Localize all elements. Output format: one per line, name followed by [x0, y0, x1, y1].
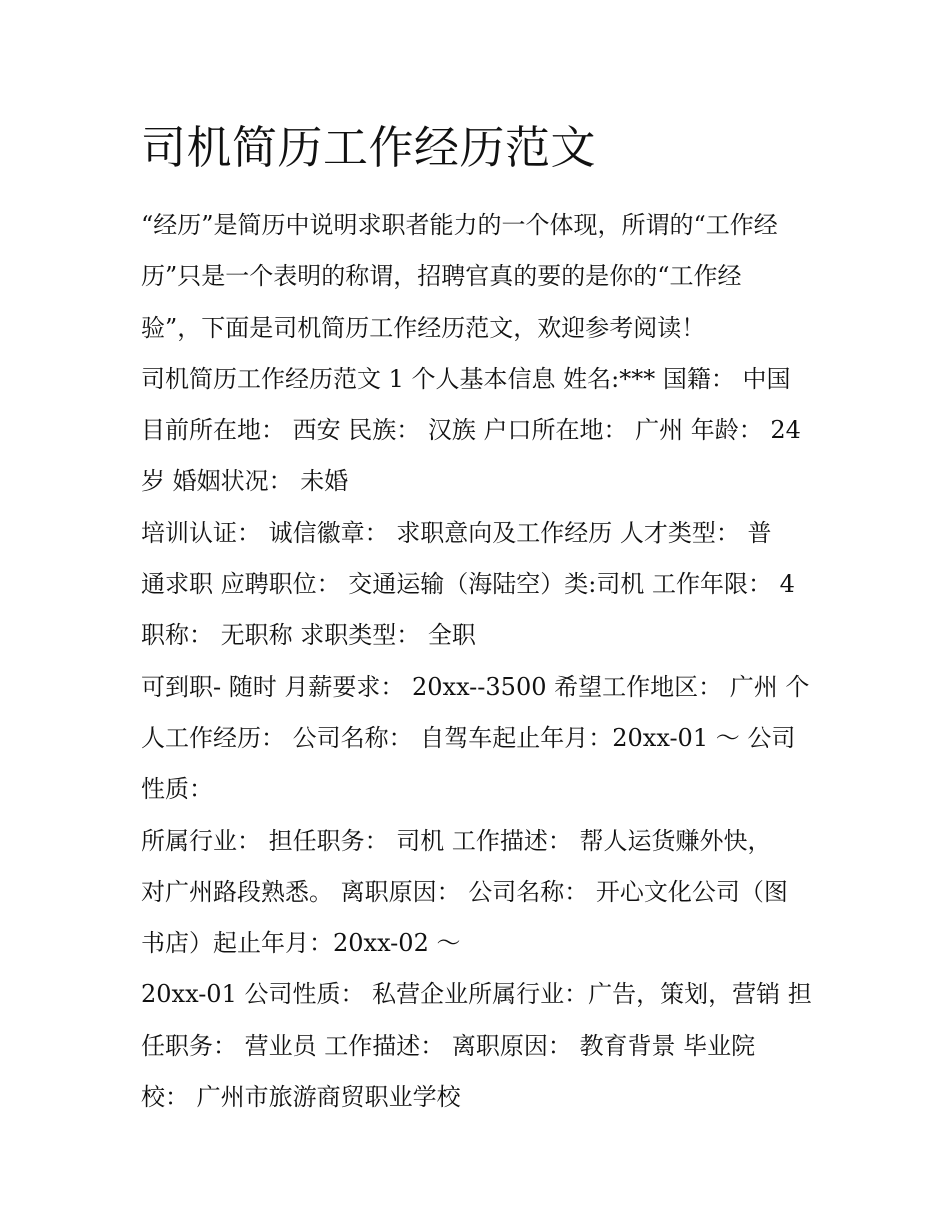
text-line: 通求职 应聘职位： 交通运输（海陆空）类:司机 工作年限： 4 — [141, 570, 795, 599]
document-page — [141, 118, 813, 1123]
availability-paragraph — [141, 662, 813, 816]
text-line: 司机简历工作经历范文 1 个人基本信息 姓名:*** 国籍： 中国 — [141, 364, 791, 393]
text-line: 书店）起止年月：20xx-02 ～ — [141, 929, 461, 958]
text-line: 培训认证： 诚信徽章： 求职意向及工作经历 人才类型： 普 — [141, 518, 772, 547]
text-line: 可到职- 随时 月薪要求： 20xx--3500 希望工作地区： 广州 个 — [141, 672, 810, 701]
basic-info-paragraph — [141, 354, 813, 508]
text-line: 任职务： 营业员 工作描述： 离职原因： 教育背景 毕业院 — [141, 1031, 756, 1060]
document-title: 司机简历工作经历范文 — [141, 121, 597, 174]
text-line: 对广州路段熟悉。 离职原因： 公司名称： 开心文化公司（图 — [141, 877, 788, 906]
job-intention-paragraph — [141, 508, 813, 662]
text-line: 所属行业： 担任职务： 司机 工作描述： 帮人运货赚外快， — [141, 826, 772, 855]
education-paragraph — [141, 969, 813, 1123]
work-history-paragraph — [141, 816, 813, 970]
text-line: 校： 广州市旅游商贸职业学校 — [141, 1083, 461, 1112]
text-line: 20xx-01 公司性质： 私营企业所属行业：广告，策划，营销 担 — [141, 980, 812, 1009]
text-line: 验”，下面是司机简历工作经历范文，欢迎参考阅读！ — [141, 313, 706, 342]
text-line: 职称： 无职称 求职类型： 全职 — [141, 621, 476, 650]
text-line: 目前所在地： 西安 民族： 汉族 户口所在地： 广州 年龄： 24 — [141, 416, 801, 445]
text-line: 历”只是一个表明的称谓，招聘官真的要的是你的“工作经 — [141, 262, 742, 291]
text-line: 人工作经历： 公司名称： 自驾车起止年月：20xx-01 ～ 公司 — [141, 723, 796, 752]
intro-paragraph — [141, 200, 813, 354]
text-line: “经历”是简历中说明求职者能力的一个体现，所谓的“工作经 — [141, 211, 778, 239]
text-line: 岁 婚姻状况： 未婚 — [141, 467, 349, 496]
text-line: 性质： — [141, 775, 213, 804]
